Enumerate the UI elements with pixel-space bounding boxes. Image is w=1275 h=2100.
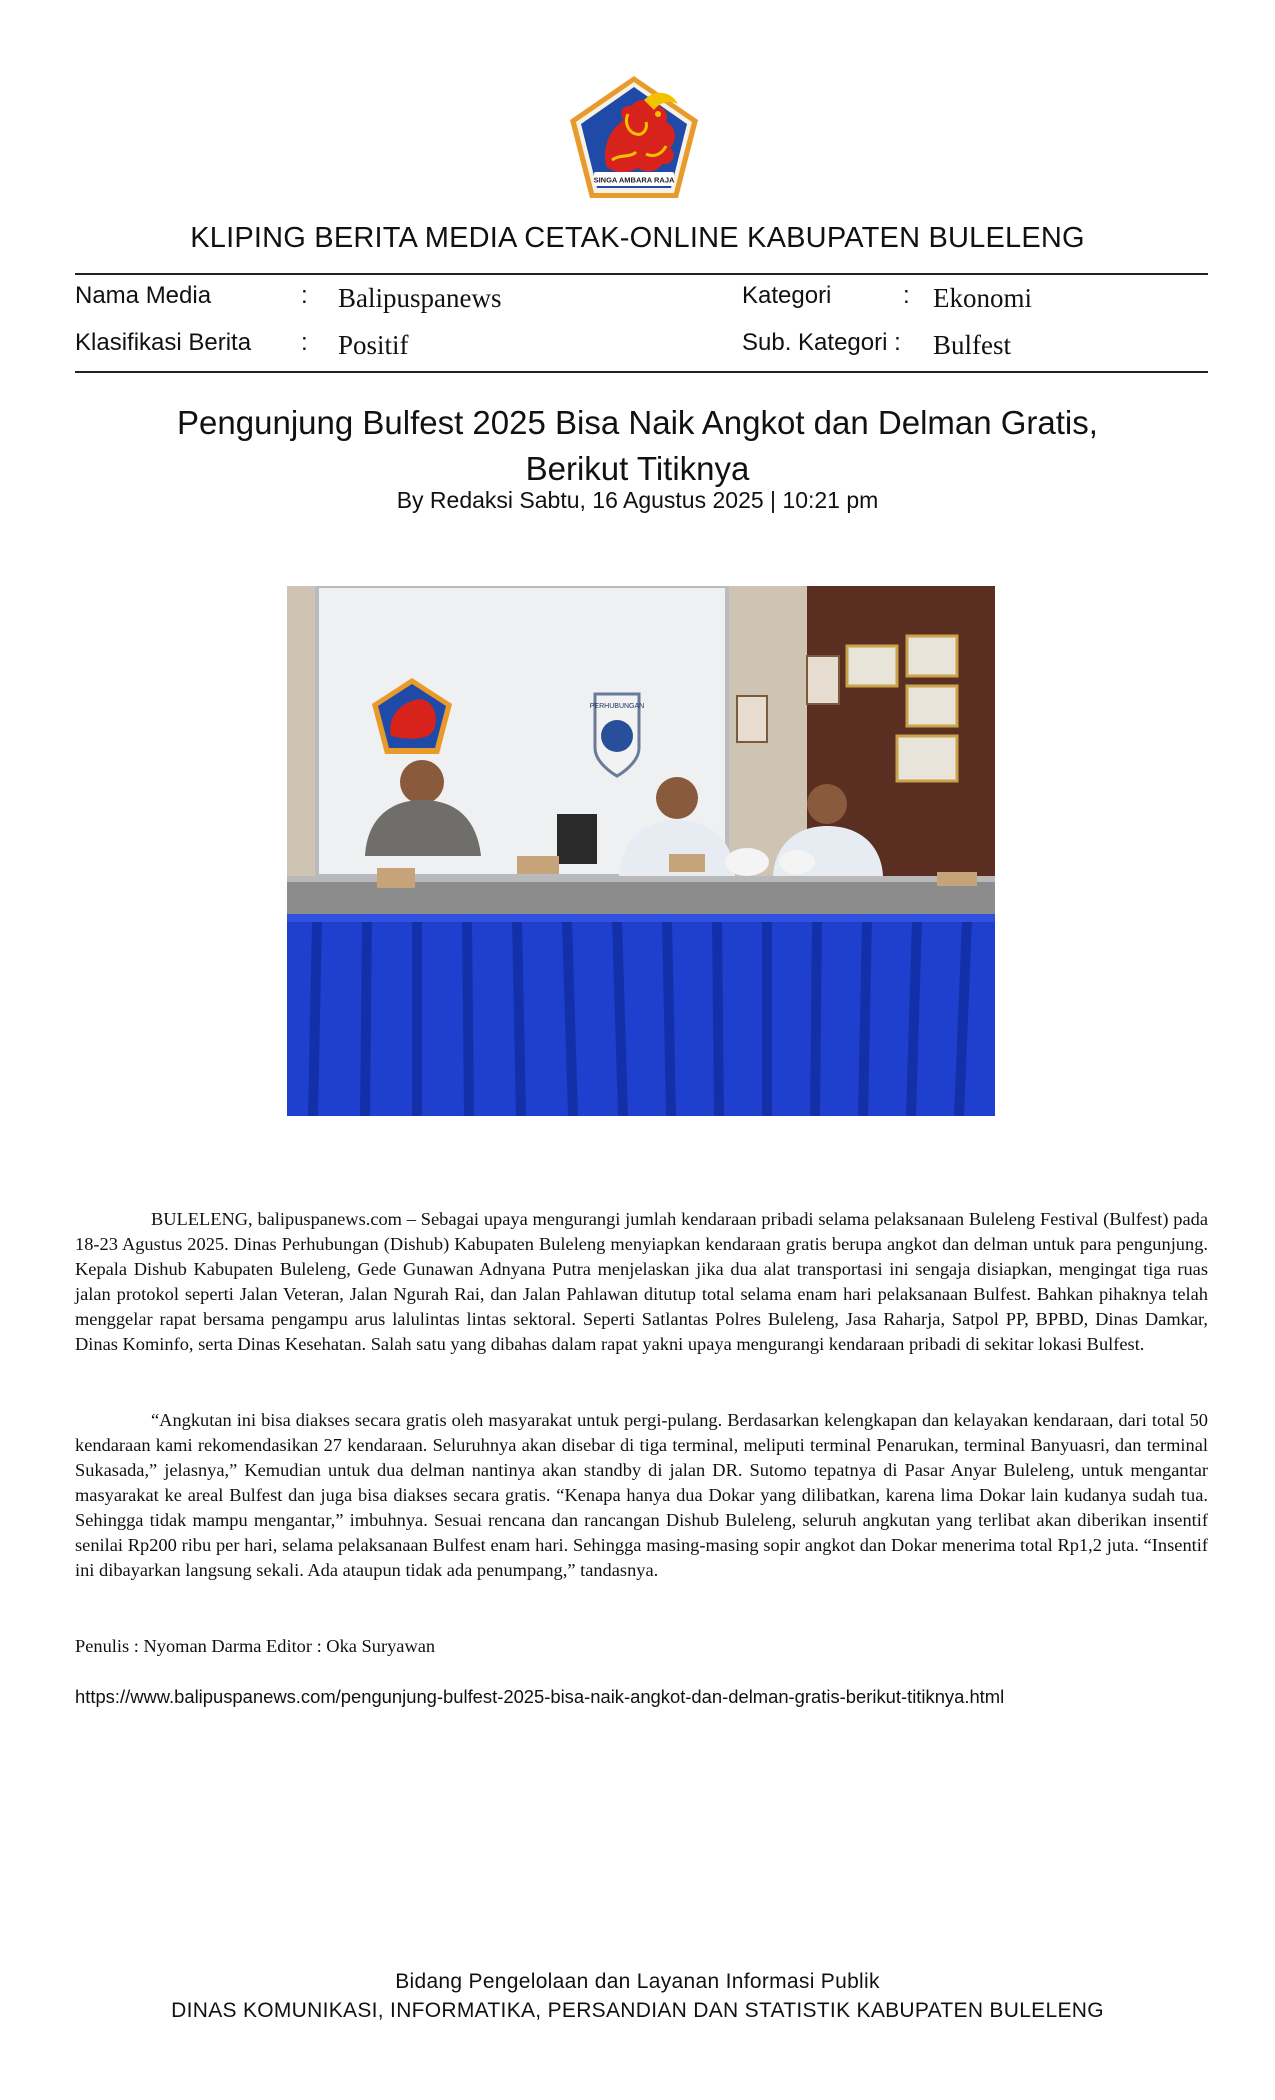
klasifikasi-value: Positif — [338, 330, 409, 360]
subkategori-label: Sub. Kategori : — [742, 329, 901, 356]
kategori-colon: : — [903, 282, 910, 309]
article-byline: By Redaksi Sabtu, 16 Agustus 2025 | 10:21 pm — [396, 487, 879, 513]
header-rule-bottom — [75, 371, 1208, 373]
headline-line-2: Berikut Titiknya — [525, 450, 750, 487]
headline-line-1: Pengunjung Bulfest 2025 Bisa Naik Angkot dan Delman Gratis, — [177, 404, 1098, 441]
media-label: Nama Media — [75, 282, 212, 309]
media-colon: : — [301, 282, 308, 309]
article-paragraph-2 — [75, 1408, 1208, 1583]
kabupaten-buleleng-logo — [566, 74, 702, 202]
article-paragraph-1 — [75, 1207, 1208, 1357]
logo-motto: SINGA AMBARA RAJA — [593, 175, 675, 185]
footer-department: Bidang Pengelolaan dan Layanan Informasi Publik — [395, 1970, 880, 1993]
kliping-title: KLIPING BERITA MEDIA CETAK-ONLINE KABUPATEN BULELENG — [190, 222, 1085, 254]
paragraph-1-text: BULELENG, balipuspanews.com – Sebagai upaya mengurangi jumlah kendaraan pribadi selama pelaksanaan Buleleng Festival (Bulfest) pada 18-23 Agustus 2025. Dinas Perhubungan (Dishub) Kabupaten Buleleng menyiapkan kendaraan gratis berupa angkot dan delman untuk para pengunjung. Kepala Dishub Kabupaten Buleleng, Gede Gunawan Adnyana Putra menjelaskan jika dua alat transportasi ini sengaja disiapkan, mengingat tiga ruas jalan protokol seperti Jalan Veteran, Jalan Ngurah Rai, dan Jalan Pahlawan ditutup total selama enam hari pelaksanaan Bulfest. Bahkan pihaknya telah menggelar rapat bersama pengampu arus lalulintas lintas sektoral. Seperti Satlantas Polres Buleleng, Jasa Raharja, Satpol PP, BPBD, Dinas Damkar, Dinas Kominfo, serta Dinas Kesehatan. Salah satu yang dibahas dalam rapat yakni upaya mengurangi kendaraan pribadi di sekitar lokasi Bulfest. — [75, 1209, 1208, 1354]
kategori-value: Ekonomi — [933, 283, 1032, 313]
article-photo — [287, 586, 995, 1116]
footer-agency: DINAS KOMUNIKASI, INFORMATIKA, PERSANDIAN DAN STATISTIK KABUPATEN BULELENG — [171, 1999, 1104, 2022]
media-value: Balipuspanews — [338, 283, 502, 313]
kategori-label: Kategori — [742, 282, 832, 309]
article-headline — [110, 400, 1165, 492]
subkategori-value: Bulfest — [933, 330, 1011, 360]
header-rule-top — [75, 273, 1208, 275]
klasifikasi-colon: : — [301, 329, 308, 356]
article-credits: Penulis : Nyoman Darma Editor : Oka Suryawan — [75, 1636, 436, 1656]
source-link[interactable]: https://www.balipuspanews.com/pengunjung-bulfest-2025-bisa-naik-angkot-dan-delman-gratis-berikut-titiknya.html — [75, 1686, 1005, 1707]
photo-sign-text: PERHUBUNGAN — [589, 703, 645, 710]
klasifikasi-label: Klasifikasi Berita — [75, 329, 252, 356]
paragraph-2-text: “Angkutan ini bisa diakses secara gratis oleh masyarakat untuk pergi-pulang. Berdasarkan kelengkapan dan kelayakan kendaraan, dari total 50 kendaraan kami rekomendasikan 27 kendaraan. Seluruhnya akan disebar di tiga terminal, meliputi terminal Penarukan, terminal Banyuasri, dan terminal Sukasada,” jelasnya,” Kemudian untuk dua delman nantinya akan standby di jalan DR. Sutomo tepatnya di Pasar Anyar Buleleng, untuk mengantar masyarakat ke areal Bulfest dan juga bisa diakses secara gratis. “Kenapa hanya dua Dokar yang dilibatkan, karena lima Dokar lain kudanya sudah tua. Sehingga tidak mampu mengantar,” imbuhnya. Sesuai rencana dan rancangan Dishub Buleleng, seluruh angkutan yang terlibat akan diberikan insentif senilai Rp200 ribu per hari, selama pelaksanaan Bulfest enam hari. Sehingga masing-masing sopir angkot dan Dokar menerima total Rp1,2 juta. “Insentif ini dibayarkan langsung sekali. Ada ataupun tidak ada penumpang,” tandasnya. — [75, 1410, 1208, 1580]
